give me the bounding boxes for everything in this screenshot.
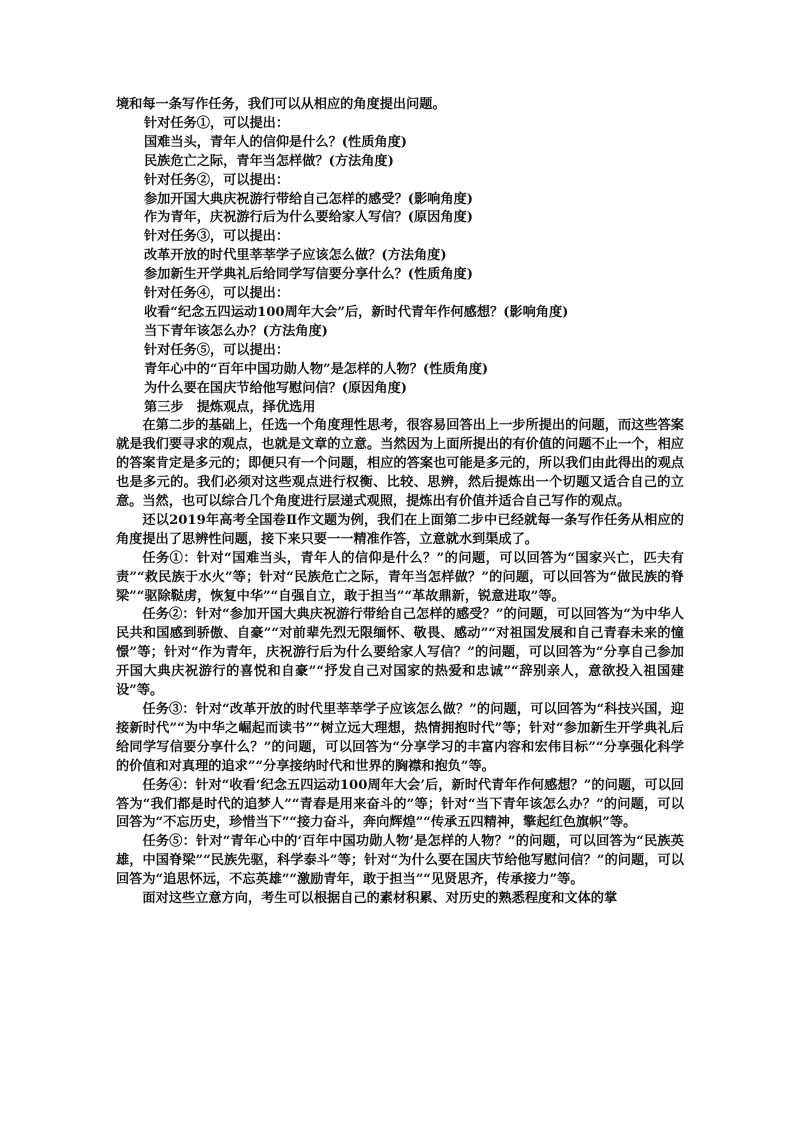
section-heading: 第三步 提炼观点，择优选用 <box>144 399 316 415</box>
text-line: 青年心中的“百年中国功勋人物”是怎样的人物？(性质角度) <box>144 361 489 377</box>
text-line: 为什么要在国庆节给他写慰问信？(原因角度) <box>144 380 408 396</box>
text-paragraph: 任务①：针对“国难当头，青年人的信仰是什么？”的问题，可以回答为“国家兴亡，匹夫有责”“救民族于水火”等；针对“民族危亡之际，青年当怎样做？”的问题，可以回答为“做民族的脊梁”“驱除鞑虏，恢复中华”“自强自立，敢于担当”“革故鼎新，锐意进取”等。 <box>116 550 684 604</box>
text-paragraph: 任务⑤：针对“青年心中的‘百年中国功勋人物’是怎样的人物？”的问题，可以回答为“民族英雄，中国脊梁”“民族先驱，科学泰斗”等；针对“为什么要在国庆节给他写慰问信？”的问题，可以回答为“追思怀远，不忘英雄”“激励青年，敢于担当”“见贤思齐，传承接力”等。 <box>116 834 684 888</box>
text-line: 民族危亡之际，青年当怎样做？(方法角度) <box>144 153 394 169</box>
text-paragraph: 任务③：针对“改革开放的时代里莘莘学子应该怎么做？”的问题，可以回答为“科技兴国，迎接新时代”“为中华之崛起而读书”“树立远大理想，热情拥抱时代”等；针对“参加新生开学典礼后给同学写信要分享什么？”的问题，可以回答为“分享学习的丰富内容和宏伟目标”“分享强化科学的价值和对真理的追求”“分享接纳时代和世界的胸襟和抱负”等。 <box>116 702 684 774</box>
text-paragraph: 境和每一条写作任务，我们可以从相应的角度提出问题。 <box>116 97 446 112</box>
text-line: 参加新生开学典礼后给同学写信要分享什么？(性质角度) <box>144 267 473 283</box>
text-paragraph: 任务②：针对“参加开国大典庆祝游行带给自己怎样的感受？”的问题，可以回答为“为中华人民共和国感到骄傲、自豪”“对前辈先烈无限缅怀、敬畏、感动”“对祖国发展和自己青春未来的憧憬”等；针对“作为青年，庆祝游行后为什么要给家人写信？”的问题，可以回答为“分享自己参加开国大典庆祝游行的喜悦和自豪”“抒发自己对国家的热爱和忠诚”“辞别亲人，意欲投入祖国建设”等。 <box>116 607 684 699</box>
text-line: 针对任务①，可以提出： <box>144 115 290 131</box>
text-line: 参加开国大典庆祝游行带给自己怎样的感受？(影响角度) <box>144 191 473 207</box>
text-paragraph: 面对这些立意方向，考生可以根据自己的素材积累、对历史的熟悉程度和文体的掌 <box>142 891 618 907</box>
text-line: 针对任务④，可以提出： <box>144 286 290 302</box>
text-line: 改革开放的时代里莘莘学子应该怎么做？(方法角度) <box>144 248 447 264</box>
text-line: 当下青年该怎么办？(方法角度) <box>144 323 328 339</box>
text-line: 针对任务②，可以提出： <box>144 172 290 188</box>
text-line: 国难当头，青年人的信仰是什么？(性质角度) <box>144 134 408 150</box>
document-page <box>116 96 684 909</box>
text-paragraph: 还以2019年高考全国卷Ⅱ作文题为例，我们在上面第二步中已经就每一条写作任务从相应的角度提出了思辨性问题，接下来只要一一精准作答，立意就水到渠成了。 <box>116 512 684 547</box>
text-line: 针对任务⑤，可以提出： <box>144 342 290 358</box>
text-line: 作为青年，庆祝游行后为什么要给家人写信？(原因角度) <box>144 210 473 226</box>
text-line: 收看“纪念五四运动100周年大会”后，新时代青年作何感想？(影响角度) <box>144 304 569 320</box>
text-line: 针对任务③，可以提出： <box>144 229 290 245</box>
text-paragraph: 在第二步的基础上，任选一个角度理性思考，很容易回答出上一步所提出的问题，而这些答案就是我们要寻求的观点，也就是文章的立意。当然因为上面所提出的有价值的问题不止一个，相应的答案肯定是多元的；即便只有一个问题，相应的答案也可能是多元的，所以我们由此得出的观点也是多元的。我们必须对这些观点进行权衡、比较、思辨，然后提炼出一个切题又适合自己的立意。当然，也可以综合几个角度进行层递式观照，提炼出有价值并适合自己写作的观点。 <box>116 418 684 510</box>
text-paragraph: 任务④：针对“收看‘纪念五四运动100周年大会’后，新时代青年作何感想？”的问题，可以回答为“我们都是时代的追梦人”“青春是用来奋斗的”等；针对“当下青年该怎么办？”的问题，可以回答为“不忘历史，珍惜当下”“接力奋斗，奔向辉煌”“传承五四精神，擎起红色旗帜”等。 <box>116 777 684 831</box>
